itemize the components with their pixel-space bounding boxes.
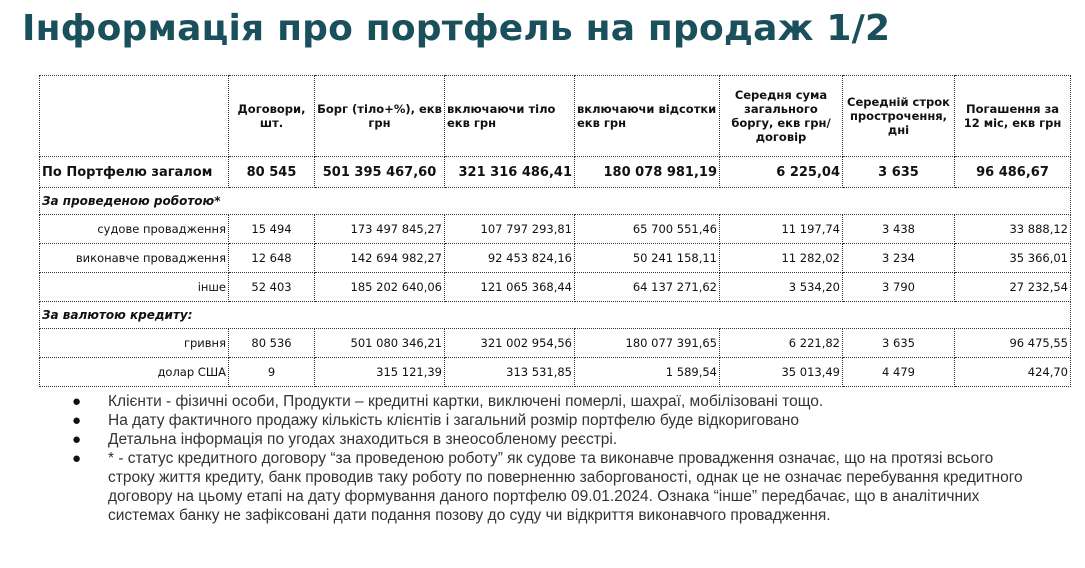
cell-repayment: 35 366,01	[955, 244, 1071, 273]
row-label: долар США	[40, 358, 229, 387]
notes-list	[72, 392, 1032, 525]
bullet-icon: ●	[72, 450, 82, 467]
table-row	[40, 215, 1071, 244]
cell-contracts: 52 403	[229, 273, 315, 302]
portfolio-table	[39, 75, 1071, 387]
header-principal: включаючи тіло екв грн	[445, 76, 575, 157]
header-interest: включаючи відсотки екв грн	[575, 76, 720, 157]
cell-contracts: 80 545	[229, 157, 315, 188]
header-avg-debt: Середня сума загального боргу, екв грн/договір	[720, 76, 843, 157]
cell-interest: 1 589,54	[575, 358, 720, 387]
cell-repayment: 96 475,55	[955, 329, 1071, 358]
cell-repayment: 27 232,54	[955, 273, 1071, 302]
cell-repayment: 96 486,67	[955, 157, 1071, 188]
cell-avg-overdue: 3 790	[843, 273, 955, 302]
note-text: На дату фактичного продажу кількість клієнтів і загальний розмір портфелю буде відкориговано	[108, 412, 799, 429]
list-item	[72, 449, 1032, 525]
cell-debt: 501 080 346,21	[315, 329, 445, 358]
table-row	[40, 244, 1071, 273]
cell-avg-overdue: 3 234	[843, 244, 955, 273]
cell-principal: 121 065 368,44	[445, 273, 575, 302]
table-header-row	[40, 76, 1071, 157]
cell-principal: 313 531,85	[445, 358, 575, 387]
cell-interest: 64 137 271,62	[575, 273, 720, 302]
list-item	[72, 430, 1032, 449]
note-text: * - статус кредитного договору “за проведеною роботу” як судове та виконавче провадження означає, що на протязі всього строку життя кредиту, банк проводив таку роботу по поверненню заборгованості, однак це не означає перебування кредитного договору на цьому етапі на дату формування даного портфелю 09.01.2024. Ознака “інше” передбачає, що в аналітичних системах банку не зафіксовані дати подання позову до суду чи відкриття виконавчого провадження.	[108, 450, 1023, 524]
list-item	[72, 392, 1032, 411]
table-row	[40, 358, 1071, 387]
cell-debt: 173 497 845,27	[315, 215, 445, 244]
cell-principal: 107 797 293,81	[445, 215, 575, 244]
cell-repayment: 33 888,12	[955, 215, 1071, 244]
header-repayment: Погашення за 12 міс, екв грн	[955, 76, 1071, 157]
bullet-icon: ●	[72, 393, 82, 410]
cell-debt: 185 202 640,06	[315, 273, 445, 302]
row-label: По Портфелю загалом	[40, 157, 229, 188]
section-title: За проведеною роботою*	[40, 188, 1071, 215]
cell-interest: 180 077 391,65	[575, 329, 720, 358]
cell-principal: 321 002 954,56	[445, 329, 575, 358]
page-title: Інформація про портфель на продаж 1/2	[22, 8, 891, 49]
row-label: інше	[40, 273, 229, 302]
cell-contracts: 15 494	[229, 215, 315, 244]
list-item	[72, 411, 1032, 430]
cell-debt: 501 395 467,60	[315, 157, 445, 188]
section-header-work	[40, 188, 1071, 215]
header-avg-overdue: Середній строк прострочення, дні	[843, 76, 955, 157]
cell-contracts: 9	[229, 358, 315, 387]
cell-avg-overdue: 3 635	[843, 329, 955, 358]
cell-principal: 321 316 486,41	[445, 157, 575, 188]
cell-contracts: 12 648	[229, 244, 315, 273]
row-label: гривня	[40, 329, 229, 358]
cell-interest: 50 241 158,11	[575, 244, 720, 273]
header-debt: Борг (тіло+%), екв грн	[315, 76, 445, 157]
row-label: виконавче провадження	[40, 244, 229, 273]
cell-avg-debt: 11 282,02	[720, 244, 843, 273]
cell-debt: 315 121,39	[315, 358, 445, 387]
header-contracts: Договори, шт.	[229, 76, 315, 157]
cell-repayment: 424,70	[955, 358, 1071, 387]
section-header-currency	[40, 302, 1071, 329]
cell-avg-debt: 3 534,20	[720, 273, 843, 302]
cell-avg-overdue: 4 479	[843, 358, 955, 387]
cell-principal: 92 453 824,16	[445, 244, 575, 273]
note-text: Детальна інформація по угодах знаходиться в знеособленому реєстрі.	[108, 431, 618, 448]
cell-contracts: 80 536	[229, 329, 315, 358]
cell-avg-overdue: 3 635	[843, 157, 955, 188]
table-row-total	[40, 157, 1071, 188]
bullet-icon: ●	[72, 431, 82, 448]
table-row	[40, 273, 1071, 302]
header-empty	[40, 76, 229, 157]
cell-avg-debt: 35 013,49	[720, 358, 843, 387]
table-row	[40, 329, 1071, 358]
row-label: судове провадження	[40, 215, 229, 244]
bullet-icon: ●	[72, 412, 82, 429]
cell-interest: 65 700 551,46	[575, 215, 720, 244]
cell-avg-overdue: 3 438	[843, 215, 955, 244]
note-text: Клієнти - фізичні особи, Продукти – кредитні картки, виключені померлі, шахраї, мобілізовані тощо.	[108, 393, 824, 410]
cell-avg-debt: 11 197,74	[720, 215, 843, 244]
cell-debt: 142 694 982,27	[315, 244, 445, 273]
section-title: За валютою кредиту:	[40, 302, 1071, 329]
cell-avg-debt: 6 225,04	[720, 157, 843, 188]
cell-interest: 180 078 981,19	[575, 157, 720, 188]
cell-avg-debt: 6 221,82	[720, 329, 843, 358]
